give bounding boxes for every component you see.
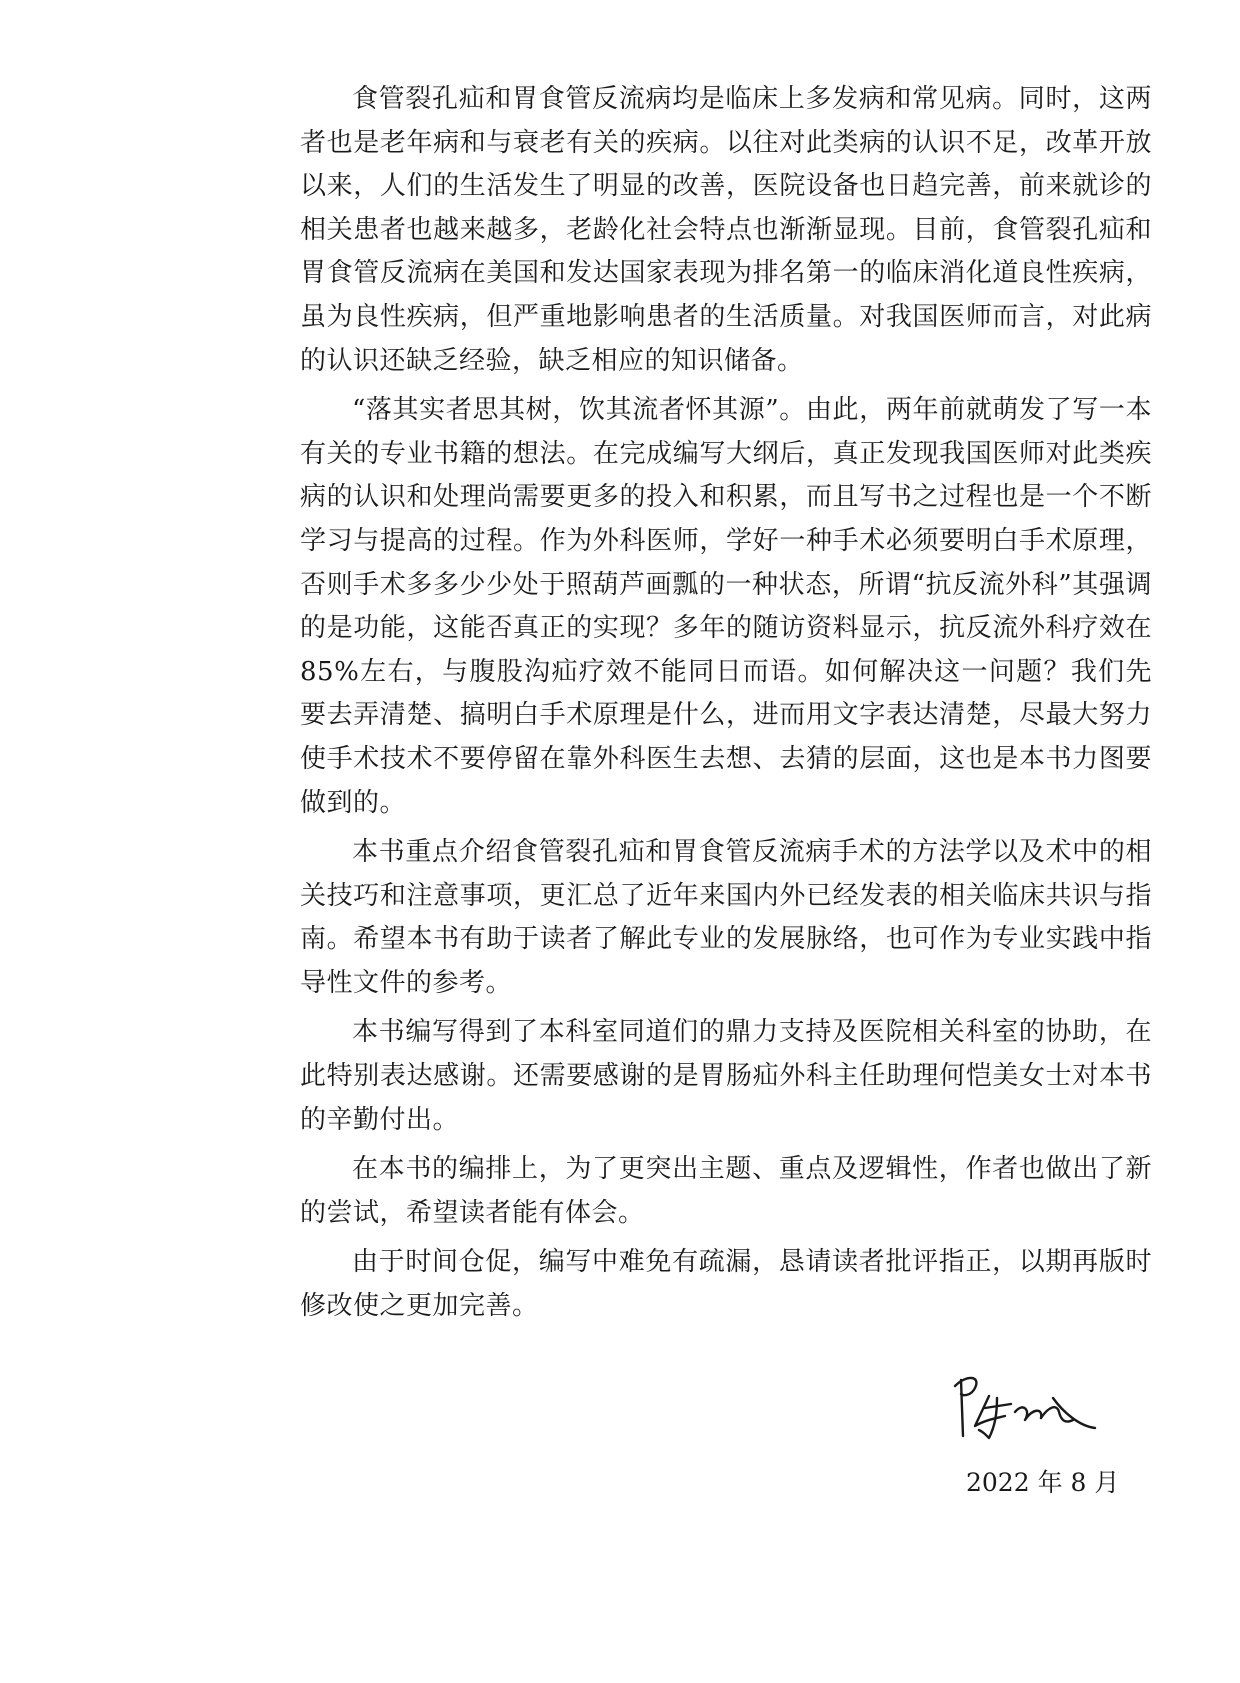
- paragraph-2: “落其实者思其树，饮其流者怀其源”。由此，两年前就萌发了写一本有关的专业书籍的想法。在完成编写大纲后，真正发现我国医师对此类疾病的认识和处理尚需要更多的投入和积累，而且写书之过程也是一个不断学习与提高的过程。作为外科医师，学好一种手术必须要明白手术原理，否则手术多多少少处于照葫芦画瓢的一种状态，所谓“抗反流外科”其强调的是功能，这能否真正的实现？多年的随访资料显示，抗反流外科疗效在85%左右，与腹股沟疝疗效不能同日而语。如何解决这一问题？我们先要去弄清楚、搞明白手术原理是什么，进而用文字表达清楚，尽最大努力使手术技术不要停留在靠外科医生去想、去猜的层面，这也是本书力图要做到的。: [300, 395, 1152, 818]
- preface-body: [300, 78, 1152, 1335]
- date-line: 2022 年 8 月: [966, 1468, 1120, 1497]
- signature-icon: [945, 1368, 1105, 1443]
- paragraph-6: 由于时间仓促，编写中难免有疏漏，恳请读者批评指正，以期再版时修改使之更加完善。: [300, 1247, 1152, 1322]
- paragraph-5: 在本书的编排上，为了更突出主题、重点及逻辑性，作者也做出了新的尝试，希望读者能有体会。: [300, 1154, 1152, 1228]
- paragraph-1: 食管裂孔疝和胃食管反流病均是临床上多发病和常见病。同时，这两者也是老年病和与衰老有关的疾病。以往对此类病的认识不足，改革开放以来，人们的生活发生了明显的改善，医院设备也日趋完善，前来就诊的相关患者也越来越多，老龄化社会特点也渐渐显现。目前，食管裂孔疝和胃食管反流病在美国和发达国家表现为排名第一的临床消化道良性疾病，虽为良性疾病，但严重地影响患者的生活质量。对我国医师而言，对此病的认识还缺乏经验，缺乏相应的知识储备。: [300, 84, 1152, 376]
- paragraph-4: 本书编写得到了本科室同道们的鼎力支持及医院相关科室的协助，在此特别表达感谢。还需要感谢的是胃肠疝外科主任助理何恺美女士对本书的辛勤付出。: [300, 1017, 1152, 1135]
- paragraph-3: 本书重点介绍食管裂孔疝和胃食管反流病手术的方法学以及术中的相关技巧和注意事项，更汇总了近年来国内外已经发表的相关临床共识与指南。希望本书有助于读者了解此专业的发展脉络，也可作为专业实践中指导性文件的参考。: [300, 837, 1152, 998]
